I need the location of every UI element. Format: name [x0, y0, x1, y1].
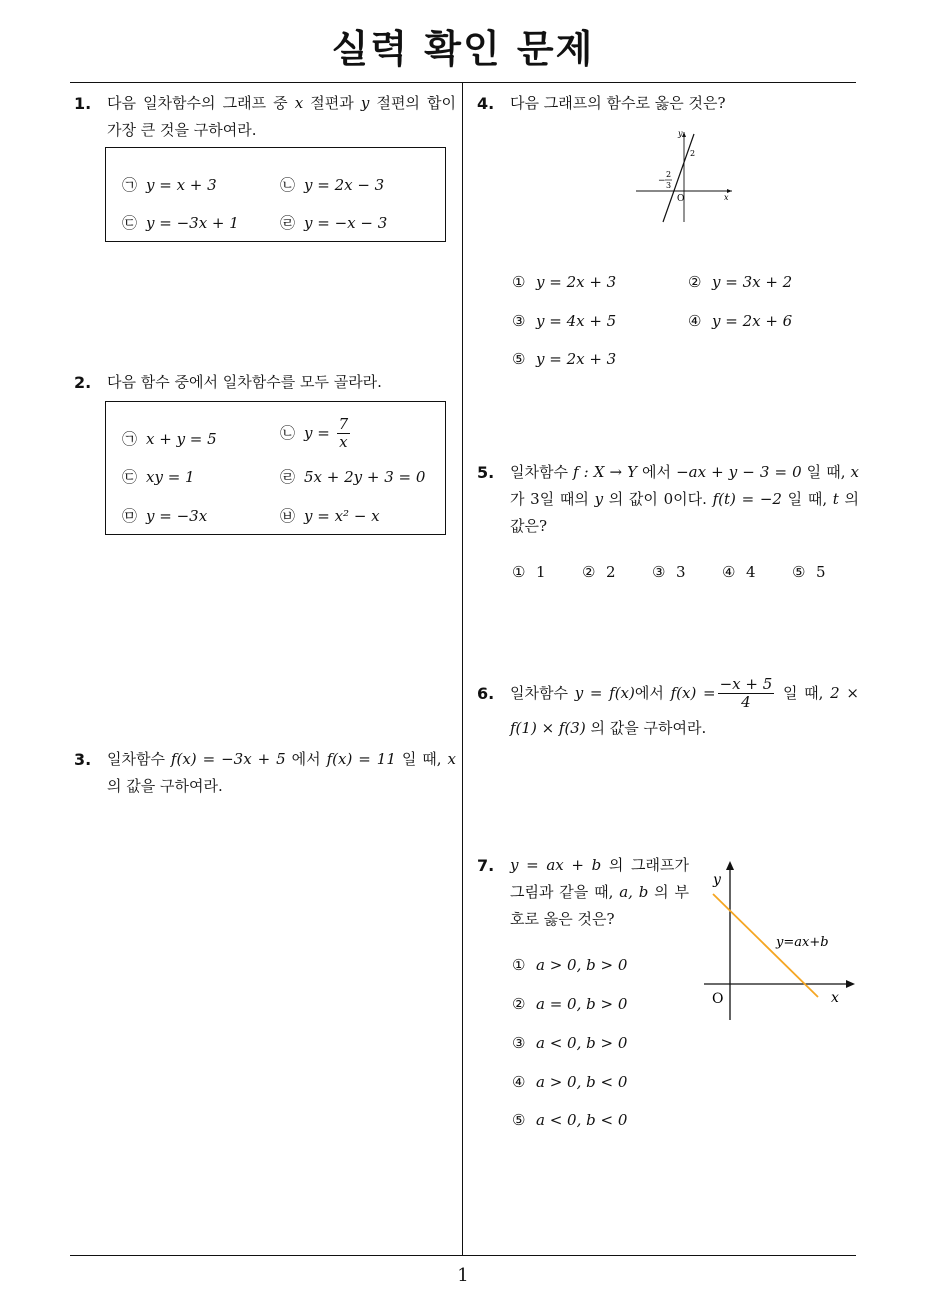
question-stem: 일차함수 f(x) = −3x + 5 에서 f(x) = 11 일 때, x 의 값을 구하여라.: [107, 750, 456, 795]
fraction: $\frac{-x + 5}{4}$: [719, 675, 773, 712]
question-1: [74, 90, 456, 144]
question-7: [477, 852, 689, 933]
q2-choice-5[interactable]: ㉤ y = −3x: [122, 507, 208, 525]
question-number: 2.: [74, 373, 92, 392]
q2-choice-2[interactable]: ㉡ y = $\frac{7}{x}$: [280, 415, 349, 452]
question-number: 7.: [477, 856, 495, 875]
x-axis-label: x: [724, 193, 729, 202]
q7-choice-2[interactable]: ② a = 0, b > 0: [512, 995, 628, 1013]
question-3: [74, 746, 456, 800]
page-number: 1: [457, 1265, 469, 1286]
column-divider: [462, 83, 463, 1255]
x-intercept-sign: −: [658, 176, 666, 186]
question-4: [477, 90, 859, 117]
q4-choice-2[interactable]: ② y = 3x + 2: [688, 273, 793, 291]
question-stem: 일차함수 y = f(x)에서 f(x) = $\frac{-x + 5}{4}$ 일 때, 2 × f(1) × f(3) 의 값을 구하여라.: [510, 675, 859, 737]
q1-choice-4[interactable]: ㉣ y = −x − 3: [280, 214, 388, 232]
question-2: [74, 369, 456, 396]
q1-choice-3[interactable]: ㉢ y = −3x + 1: [122, 214, 239, 232]
question-stem: 다음 그래프의 함수로 옳은 것은?: [510, 94, 726, 112]
q4-choice-5[interactable]: ⑤ y = 2x + 3: [512, 350, 617, 368]
q5-choice-5[interactable]: ⑤ 5: [792, 563, 826, 581]
question-number: 3.: [74, 750, 92, 769]
q2-choice-6[interactable]: ㉥ y = x² − x: [280, 507, 380, 525]
question-5: [477, 459, 859, 540]
q4-graph: [632, 126, 736, 226]
question-number: 6.: [477, 684, 495, 703]
line-label: y=ax+b: [776, 935, 829, 950]
y-axis-label: y: [713, 872, 721, 888]
question-stem: 일차함수 f : X → Y 에서 −ax + y − 3 = 0 일 때, x 가 3일 때의 y 의 값이 0이다. f(t) = −2 일 때, t 의 값은?: [510, 463, 859, 535]
question-6: [477, 676, 859, 744]
origin-label: O: [677, 194, 685, 204]
q1-choice-1[interactable]: ㉠ y = x + 3: [122, 176, 217, 194]
q5-choice-4[interactable]: ④ 4: [722, 563, 756, 581]
question-stem: y = ax + b 의 그래프가 그림과 같을 때, a, b 의 부호로 옳은 것은?: [510, 856, 689, 928]
q7-choice-5[interactable]: ⑤ a < 0, b < 0: [512, 1111, 628, 1129]
q5-choice-3[interactable]: ③ 3: [652, 563, 686, 581]
q7-choice-4[interactable]: ④ a > 0, b < 0: [512, 1073, 628, 1091]
q2-choice-3[interactable]: ㉢ xy = 1: [122, 468, 195, 486]
q5-choice-2[interactable]: ② 2: [582, 563, 616, 581]
y-axis-arrow: [682, 132, 686, 137]
question-number: 1.: [74, 94, 92, 113]
q2-choice-1[interactable]: ㉠ x + y = 5: [122, 430, 217, 448]
q4-choice-4[interactable]: ④ y = 2x + 6: [688, 312, 793, 330]
question-stem: 다음 일차함수의 그래프 중 x 절편과 y 절편의 합이 가장 큰 것을 구하여라.: [107, 94, 456, 139]
page-title: 실력 확인 문제: [331, 27, 595, 71]
q7-choice-1[interactable]: ① a > 0, b > 0: [512, 956, 628, 974]
q2-choice-4[interactable]: ㉣ 5x + 2y + 3 = 0: [280, 468, 426, 486]
x-intercept-denominator: 3: [666, 181, 672, 190]
fraction: $\frac{7}{x}$: [338, 415, 349, 452]
q4-choice-1[interactable]: ① y = 2x + 3: [512, 273, 617, 291]
question-number: 4.: [477, 94, 495, 113]
y-intercept-label: 2: [690, 149, 696, 158]
question-number: 5.: [477, 463, 495, 482]
q7-choice-3[interactable]: ③ a < 0, b > 0: [512, 1034, 628, 1052]
y-axis-arrow: [726, 861, 734, 870]
origin-label: O: [712, 991, 724, 1007]
bottom-rule: [70, 1255, 856, 1256]
q5-choice-1[interactable]: ① 1: [512, 563, 546, 581]
x-intercept-numerator: 2: [666, 170, 672, 179]
top-rule: [70, 82, 856, 83]
q4-choice-3[interactable]: ③ y = 4x + 5: [512, 312, 617, 330]
question-stem: 다음 함수 중에서 일차함수를 모두 골라라.: [107, 373, 382, 391]
x-axis-label: x: [831, 990, 839, 1006]
q1-choice-2[interactable]: ㉡ y = 2x − 3: [280, 176, 385, 194]
q7-graph: [700, 856, 860, 1024]
x-axis-arrow: [846, 980, 855, 988]
y-axis-label: y: [678, 129, 683, 138]
